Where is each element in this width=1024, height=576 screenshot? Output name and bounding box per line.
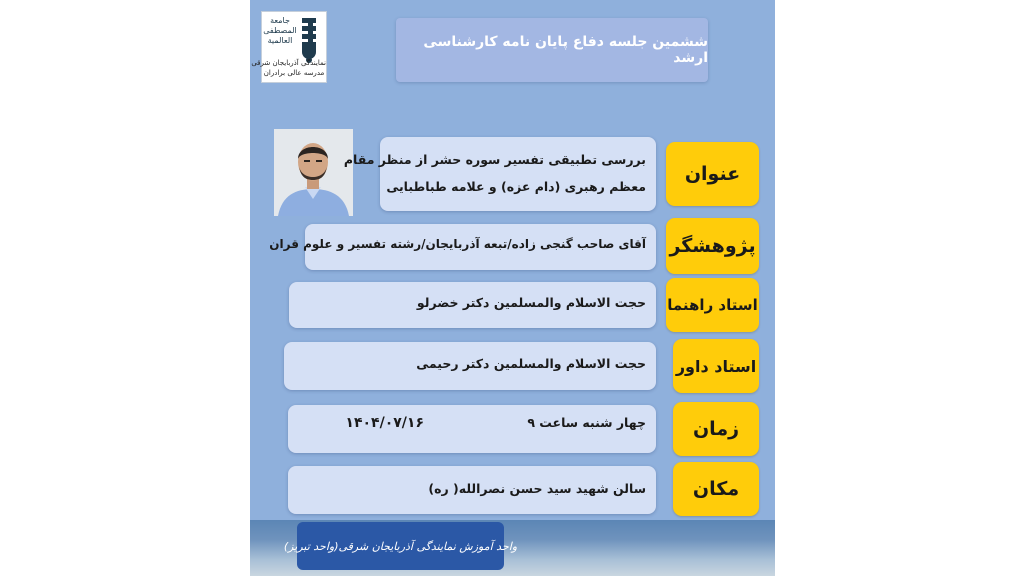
footer-text: واحد آموزش نمایندگی آذربایجان شرقی(واحد تبریز) [283,539,518,553]
time-date: ۱۴۰۴/۰۷/۱۶ [345,415,424,431]
referee-field [284,342,656,390]
place-field [288,466,656,514]
logo-subtitle-1: نمایندگی آذربایجان شرقی [251,59,326,67]
poster [250,0,775,576]
supervisor-label: استاد راهنما [666,278,759,332]
thesis-title-field [343,137,656,211]
time-field [288,405,656,453]
referee-value: حجت الاسلام والمسلمین دکتر رحیمی [416,356,646,371]
researcher-photo [274,129,353,216]
title-label: عنوان [666,142,759,206]
time-label: زمان [673,402,759,456]
thesis-title-line-1: بررسی تطبیقی تفسیر سوره حشر از منظر مقام [343,152,646,167]
footer-banner [283,522,518,570]
referee-label: استاد داور [673,339,759,393]
researcher-label: پژوهشگر [666,218,759,274]
page-title: ششمین جلسه دفاع پایان نامه کارشناسی ارشد [423,34,708,66]
logo-subtitle-2: مدرسه عالی برادران [263,69,325,77]
place-value: سالن شهید سید حسن نصرالله( ره) [428,481,646,496]
person-photo-icon [274,129,353,216]
place-label: مکان [673,462,759,516]
logo-text-line-3: العالمية [267,36,293,45]
researcher-value: آقای صاحب گنجی زاده/تبعه آذربایجان/رشته تفسیر و علوم قران [269,237,646,251]
thesis-title-line-2: معظم رهبری (دام عزه) و علامه طباطبایی [386,179,646,194]
logo-text-line-2: المصطفى [263,26,297,35]
time-day: چهار شنبه ساعت ۹ [527,415,646,430]
supervisor-value: حجت الاسلام والمسلمین دکتر خضرلو [416,295,646,310]
supervisor-field [289,282,656,328]
logo-text-line-1: جامعة [270,16,290,25]
researcher-field [269,224,656,270]
university-logo [251,11,327,83]
header-banner [396,18,708,82]
